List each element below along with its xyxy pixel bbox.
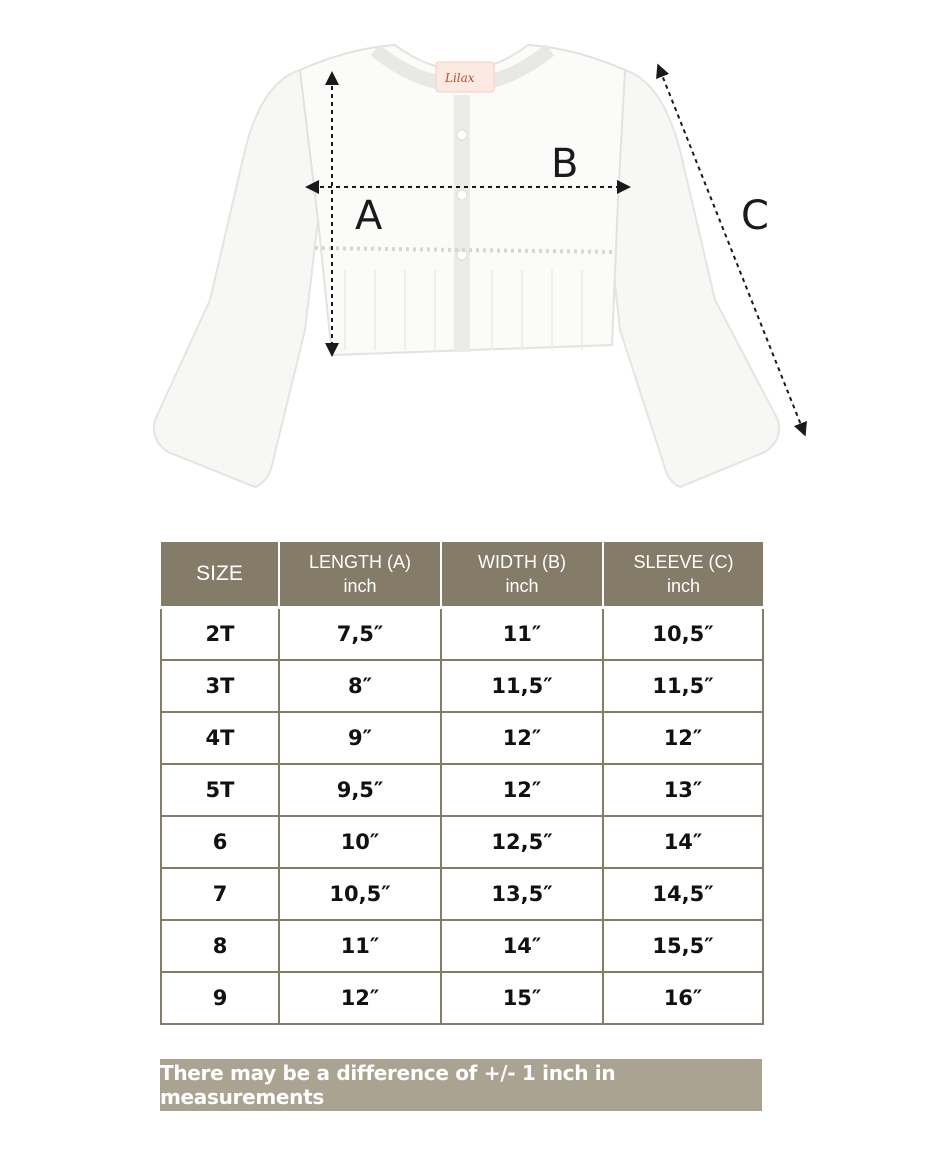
header-size-label: SIZE (196, 562, 243, 585)
size-cell: 8 (161, 920, 279, 972)
width-cell: 12″ (441, 712, 603, 764)
length-cell: 12″ (279, 972, 441, 1024)
sleeve-cell: 14,5″ (603, 868, 763, 920)
width-cell: 12″ (441, 764, 603, 816)
width-cell: 11″ (441, 608, 603, 661)
length-cell: 10″ (279, 816, 441, 868)
header-width-label: WIDTH (B) (478, 552, 566, 572)
size-cell: 9 (161, 972, 279, 1024)
sleeve-cell: 16″ (603, 972, 763, 1024)
size-cell: 6 (161, 816, 279, 868)
button (457, 130, 467, 140)
size-cell: 7 (161, 868, 279, 920)
size-cell: 2T (161, 608, 279, 661)
header-length (279, 542, 441, 608)
header-length-unit: inch (343, 576, 377, 596)
right-sleeve (608, 70, 779, 487)
left-sleeve (154, 70, 318, 487)
table-row (161, 764, 763, 816)
length-cell: 8″ (279, 660, 441, 712)
length-cell: 7,5″ (279, 608, 441, 661)
button (457, 190, 467, 200)
cardigan-illustration (0, 0, 925, 510)
width-cell: 15″ (441, 972, 603, 1024)
length-cell: 9,5″ (279, 764, 441, 816)
dimension-b-label: B (551, 141, 579, 187)
table-row (161, 660, 763, 712)
table-row (161, 816, 763, 868)
header-sleeve-label: SLEEVE (C) (633, 552, 734, 572)
header-width (441, 542, 603, 608)
table-row (161, 972, 763, 1024)
header-width-unit: inch (505, 576, 539, 596)
width-cell: 12,5″ (441, 816, 603, 868)
sleeve-cell: 15,5″ (603, 920, 763, 972)
sleeve-cell: 13″ (603, 764, 763, 816)
brand-tag-text: Lilax (445, 71, 475, 85)
table-row (161, 608, 763, 661)
table-row (161, 920, 763, 972)
length-cell: 9″ (279, 712, 441, 764)
size-cell: 3T (161, 660, 279, 712)
header-size (161, 542, 279, 608)
sleeve-cell: 12″ (603, 712, 763, 764)
header-row (161, 542, 763, 608)
dimension-a-label: A (355, 193, 383, 239)
sleeve-cell: 14″ (603, 816, 763, 868)
length-cell: 11″ (279, 920, 441, 972)
sleeve-cell: 10,5″ (603, 608, 763, 661)
measurement-note: There may be a difference of +/- 1 inch in measurements (160, 1059, 762, 1111)
width-cell: 14″ (441, 920, 603, 972)
header-sleeve (603, 542, 763, 608)
size-cell: 5T (161, 764, 279, 816)
sleeve-cell: 11,5″ (603, 660, 763, 712)
width-cell: 13,5″ (441, 868, 603, 920)
table-row (161, 712, 763, 764)
width-cell: 11,5″ (441, 660, 603, 712)
header-length-label: LENGTH (A) (308, 552, 411, 572)
size-chart-table (160, 542, 764, 1025)
cardigan-drawing (0, 0, 925, 510)
size-cell: 4T (161, 712, 279, 764)
table-row (161, 868, 763, 920)
length-cell: 10,5″ (279, 868, 441, 920)
header-sleeve-unit: inch (666, 576, 701, 596)
dimension-c-label: C (741, 193, 769, 239)
